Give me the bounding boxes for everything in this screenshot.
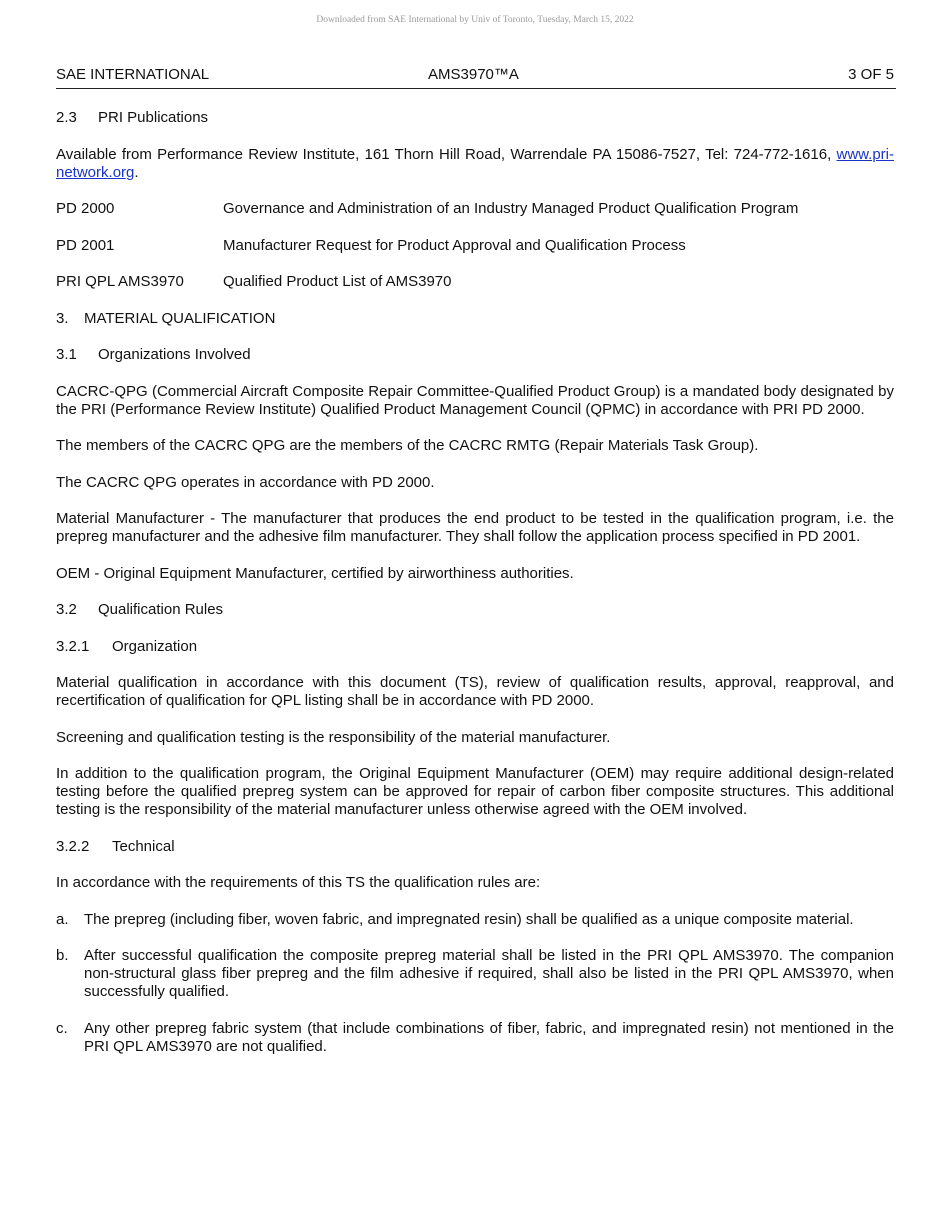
technical-intro: In accordance with the requirements of this TS the qualification rules are:	[56, 874, 541, 891]
list-item	[56, 1020, 894, 1056]
publication-row	[56, 273, 894, 291]
publication-code: PD 2001	[56, 236, 115, 254]
section-number: 3.	[56, 309, 69, 327]
list-marker: c.	[56, 1019, 68, 1037]
publication-title: Governance and Administration of an Industry Managed Product Qualification Program	[223, 200, 799, 217]
section-number: 3.2	[56, 601, 77, 618]
section-title: Organizations Involved	[98, 346, 251, 363]
paragraph: The CACRC QPG operates in accordance with PD 2000.	[56, 473, 435, 491]
publication-row	[56, 200, 894, 218]
list-marker: a.	[56, 910, 69, 928]
publication-code: PD 2000	[56, 200, 115, 217]
paragraph: Screening and qualification testing is the responsibility of the material manufacturer.	[56, 728, 611, 746]
document-body	[56, 109, 894, 1074]
availability-text: Available from Performance Review Institute, 161 Thorn Hill Road, Warrendale PA 15086-7527, Tel: 724-772-1616,	[56, 145, 832, 163]
section-title: Qualification Rules	[98, 601, 224, 618]
section-title: Technical	[112, 837, 175, 855]
pri-website-link[interactable]: www.pri-network.org	[56, 145, 895, 181]
paragraph: CACRC-QPG (Commercial Aircraft Composite Repair Committee-Qualified Product Group) is a mandated body designated by the PRI (Performance Review Institute) Qualified Product Management Council (QPMC) in accordance with PRI PD 2000.	[56, 382, 894, 418]
publication-code: PRI QPL AMS3970	[56, 273, 184, 290]
paragraph: OEM - Original Equipment Manufacturer, certified by airworthiness authorities.	[56, 564, 574, 582]
header-organization: SAE INTERNATIONAL	[56, 66, 210, 83]
publication-title: Manufacturer Request for Product Approval and Qualification Process	[223, 236, 686, 254]
section-heading-3-2-1	[56, 638, 894, 656]
list-text: Any other prepreg fabric system (that include combinations of fiber, fabric, and impregnated resin) not mentioned in the PRI QPL AMS3970 are not qualified.	[84, 1019, 894, 1055]
link-suffix: .	[134, 163, 139, 181]
list-text: The prepreg (including fiber, woven fabric, and impregnated resin) shall be qualified as a unique composite material.	[84, 910, 854, 928]
list-marker: b.	[56, 947, 69, 964]
header-page-number: 3 OF 5	[848, 66, 894, 83]
header-document-id: AMS3970™A	[428, 66, 519, 83]
list-text: After successful qualification the composite prepreg material shall be listed in the PRI QPL AMS3970. The companion non-structural glass fiber prepreg and the film adhesive if required, shall also be listed in the PRI QPL AMS3970, when successfully qualified.	[84, 947, 894, 1000]
section-heading-3-1	[56, 346, 894, 364]
pri-availability-paragraph	[56, 146, 894, 182]
section-number: 2.3	[56, 109, 77, 126]
publication-row	[56, 237, 894, 255]
section-heading-3-2	[56, 601, 894, 619]
paragraph: Material qualification in accordance with this document (TS), review of qualification results, approval, reapproval, and recertification of qualification for QPL listing shall be in accordance with PD 2000.	[56, 674, 894, 709]
paragraph: The members of the CACRC QPG are the members of the CACRC RMTG (Repair Materials Task Group).	[56, 437, 759, 454]
section-title: Organization	[112, 637, 198, 655]
section-number: 3.2.1	[56, 637, 90, 655]
section-title: MATERIAL QUALIFICATION	[84, 309, 276, 327]
paragraph: Material Manufacturer - The manufacturer that produces the end product to be tested in the qualification program, i.e. the prepreg manufacturer and the adhesive film manufacturer. They shall follow the application process specified in PD 2001.	[56, 510, 894, 545]
section-number: 3.1	[56, 346, 77, 363]
list-item	[56, 947, 894, 1001]
section-title: PRI Publications	[98, 109, 209, 126]
paragraph: In addition to the qualification program, the Original Equipment Manufacturer (OEM) may require additional design-related testing before the qualified prepreg system can be approved for repair of carbon fiber composite structures. This additional testing is the responsibility of the material manufacturer unless otherwise agreed with the OEM involved.	[56, 765, 894, 818]
list-item	[56, 911, 894, 929]
section-heading-3-2-2	[56, 838, 894, 856]
section-number: 3.2.2	[56, 837, 90, 855]
publication-title: Qualified Product List of AMS3970	[223, 273, 452, 290]
page-header	[56, 66, 896, 89]
section-heading-3	[56, 310, 894, 328]
section-heading-2-3	[56, 109, 894, 127]
download-watermark: Downloaded from SAE International by Univ of Toronto, Tuesday, March 15, 2022	[316, 15, 634, 25]
